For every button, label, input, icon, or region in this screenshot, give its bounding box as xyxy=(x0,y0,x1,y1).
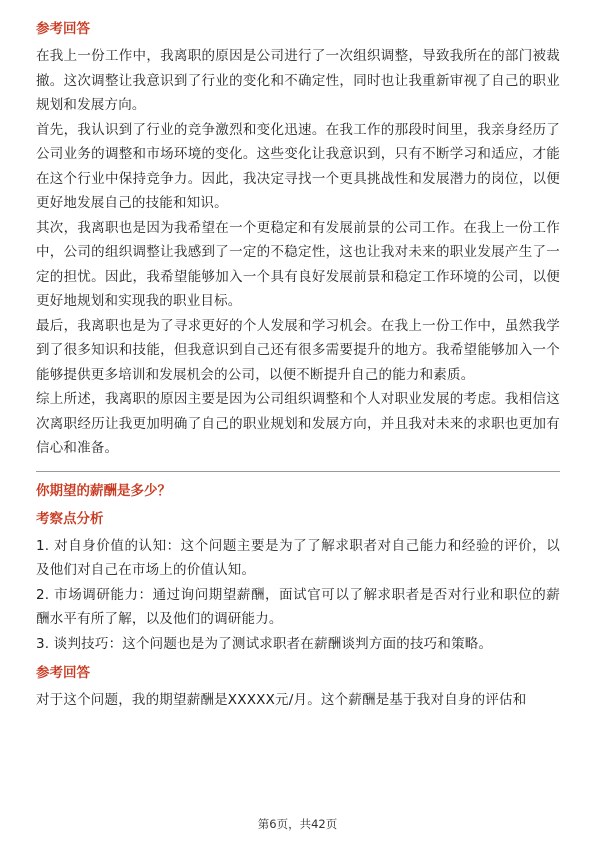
answer-paragraph: 综上所述，我离职的原因主要是因为公司组织调整和个人对职业发展的考虑。我相信这次离职经历让我更加明确了自己的职业规划和发展方向，并且我对未来的求职也更加有信心和准备。 xyxy=(36,391,560,456)
section-divider xyxy=(36,471,560,472)
analysis-item: 2. 市场调研能力：通过询问期望薪酬，面试官可以了解求职者是否对行业和职位的薪酬水平有所了解，以及他们的调研能力。 xyxy=(36,586,560,627)
answer-paragraph: 在我上一份工作中，我离职的原因是公司进行了一次组织调整，导致我所在的部门被裁撤。这次调整让我意识到了行业的变化和不确定性，同时也让我重新审视了自己的职业规划和发展方向。 xyxy=(36,48,560,113)
analysis-item: 1. 对自身价值的认知：这个问题主要是为了了解求职者对自己能力和经验的评价，以及他们对自己在市场上的价值认知。 xyxy=(36,537,560,578)
answer-heading-2: 参考回答 xyxy=(36,665,90,681)
answer-paragraph: 最后，我离职也是为了寻求更好的个人发展和学习机会。在我上一份工作中，虽然我学到了很多知识和技能，但我意识到自己还有很多需要提升的地方。我希望能够加入一个能够提供更多培训和发展机会的公司，以便不断提升自己的能力和素质。 xyxy=(36,317,560,383)
question-title: 你期望的薪酬是多少？ xyxy=(36,482,171,499)
analysis-item: 3. 谈判技巧：这个问题也是为了测试求职者在薪酬谈判方面的技巧和策略。 xyxy=(36,635,493,652)
answer-paragraph-2: 对于这个问题，我的期望薪酬是XXXXX元/月。这个薪酬是基于我对自身的评估和 xyxy=(36,692,527,708)
answer-heading: 参考回答 xyxy=(36,21,90,37)
page-number: 第6页，共42页 xyxy=(257,817,338,831)
answer-paragraph: 首先，我认识到了行业的竞争激烈和变化迅速。在我工作的那段时间里，我亲身经历了公司业务的调整和市场环境的变化。这些变化让我意识到，只有不断学习和适应，才能在这个行业中保持竞争力。因此，我决定寻找一个更具挑战性和发展潜力的岗位，以便更好地发展自己的技能和知识。 xyxy=(36,121,560,211)
analysis-heading: 考察点分析 xyxy=(36,510,104,527)
document-page xyxy=(36,18,560,713)
answer-paragraph: 其次，我离职也是因为我希望在一个更稳定和有发展前景的公司工作。在我上一份工作中，公司的组织调整让我感到了一定的不稳定性，这也让我对未来的职业发展产生了一定的担忧。因此，我希望能够加入一个具有良好发展前景和稳定工作环境的公司，以便更好地规划和实现我的职业目标。 xyxy=(36,219,560,309)
